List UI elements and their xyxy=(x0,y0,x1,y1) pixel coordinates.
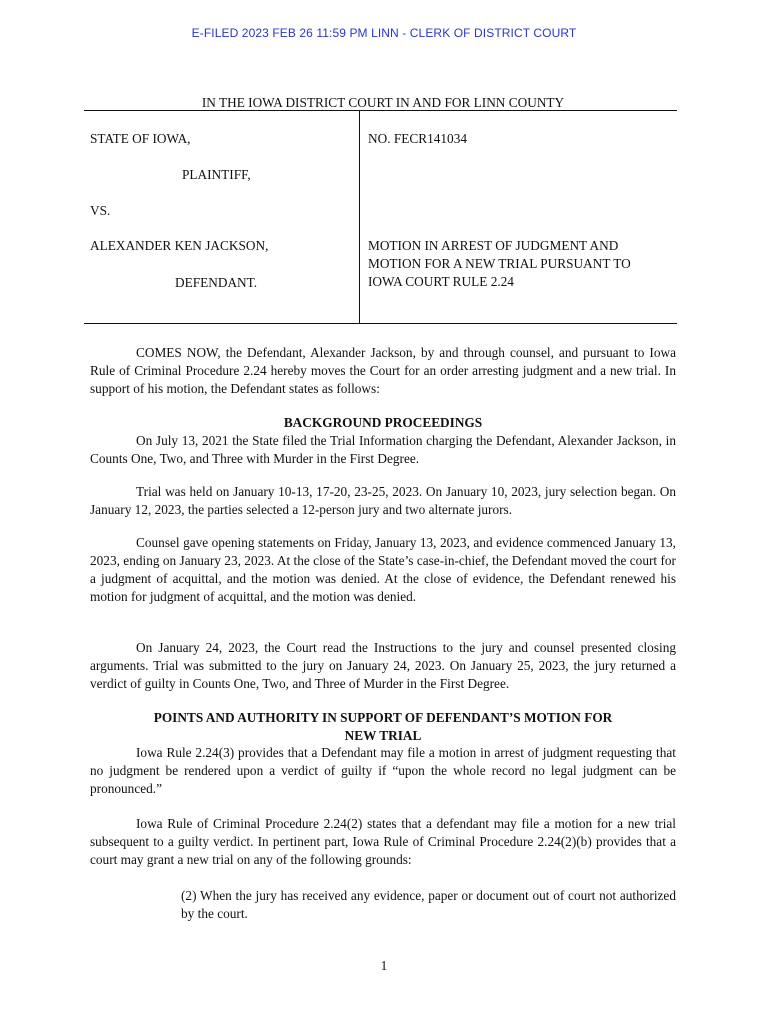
versus-label: VS. xyxy=(90,203,111,218)
heading-background-proceedings: BACKGROUND PROCEEDINGS xyxy=(283,415,483,430)
intro-text: COMES NOW, the Defendant, Alexander Jackson, by and through counsel, and pursuant to Iowa Rule of Criminal Procedure 2.24 hereby moves the Court for an order arresting judgment and a new trial. In support of his motion, the Defendant states as follows: xyxy=(90,345,676,396)
background-paragraph-4 xyxy=(90,639,676,693)
background-paragraph-3 xyxy=(90,534,676,606)
background-text-3: Counsel gave opening statements on Friday, January 13, 2023, and evidence commenced January 13, 2023, ending on January 23, 2023. At the close of the State’s case-in-chief, the Defendant moved the court for a judgment of acquittal, and the motion was denied. At the close of evidence, the Defendant renewed his motion for judgment of acquittal, and the motion was denied. xyxy=(90,535,676,604)
motion-title-line-2: MOTION FOR A NEW TRIAL PURSUANT TO xyxy=(368,256,631,271)
caption-divider xyxy=(359,111,360,323)
intro-paragraph xyxy=(90,344,676,398)
motion-title-line-1: MOTION IN ARREST OF JUDGMENT AND xyxy=(368,238,619,253)
background-text-4: On January 24, 2023, the Court read the Instructions to the jury and counsel presented closing arguments. Trial was submitted to the jury on January 24, 2023. On January 25, 2023, the jury returned a verdict of guilty in Counts One, Two, and Three of Murder in the First Degree. xyxy=(90,640,676,691)
background-paragraph-2 xyxy=(90,483,676,519)
heading-points-line-2: NEW TRIAL xyxy=(344,728,422,743)
background-paragraph-1 xyxy=(90,432,676,468)
case-number: NO. FECR141034 xyxy=(368,131,467,146)
plaintiff-name: STATE OF IOWA, xyxy=(90,131,191,146)
plaintiff-role: PLAINTIFF, xyxy=(182,167,251,182)
caption-bottom-rule xyxy=(84,323,677,324)
caption-top-rule xyxy=(84,110,677,111)
background-text-1: On July 13, 2021 the State filed the Trial Information charging the Defendant, Alexander Jackson, in Counts One, Two, and Three with Murder in the First Degree. xyxy=(90,433,676,466)
motion-title-line-3: IOWA COURT RULE 2.24 xyxy=(368,274,514,289)
background-text-2: Trial was held on January 10-13, 17-20, 23-25, 2023. On January 10, 2023, jury selection began. On January 12, 2023, the parties selected a 12-person jury and two alternate jurors. xyxy=(90,484,676,517)
points-text-1: Iowa Rule 2.24(3) provides that a Defendant may file a motion in arrest of judgment requesting that no judgment be rendered upon a verdict of guilty if “upon the whole record no legal judgment can be pronounced.” xyxy=(90,745,676,796)
efile-stamp: E-FILED 2023 FEB 26 11:59 PM LINN - CLERK OF DISTRICT COURT xyxy=(191,26,577,40)
defendant-role: DEFENDANT. xyxy=(175,275,258,290)
court-title: IN THE IOWA DISTRICT COURT IN AND FOR LINN COUNTY xyxy=(201,95,565,110)
page-number: 1 xyxy=(380,958,388,973)
points-paragraph-1 xyxy=(90,744,676,798)
points-text-2: Iowa Rule of Criminal Procedure 2.24(2) states that a defendant may file a motion for a new trial subsequent to a guilty verdict. In pertinent part, Iowa Rule of Criminal Procedure 2.24(2)(b) provides that a court may grant a new trial on any of the following grounds: xyxy=(90,816,676,867)
rule-quote: (2) When the jury has received any evidence, paper or document out of court not authorized by the court. xyxy=(181,888,676,921)
points-paragraph-2 xyxy=(90,815,676,869)
defendant-name: ALEXANDER KEN JACKSON, xyxy=(90,238,269,253)
heading-points-line-1: POINTS AND AUTHORITY IN SUPPORT OF DEFENDANT’S MOTION FOR xyxy=(153,710,613,725)
